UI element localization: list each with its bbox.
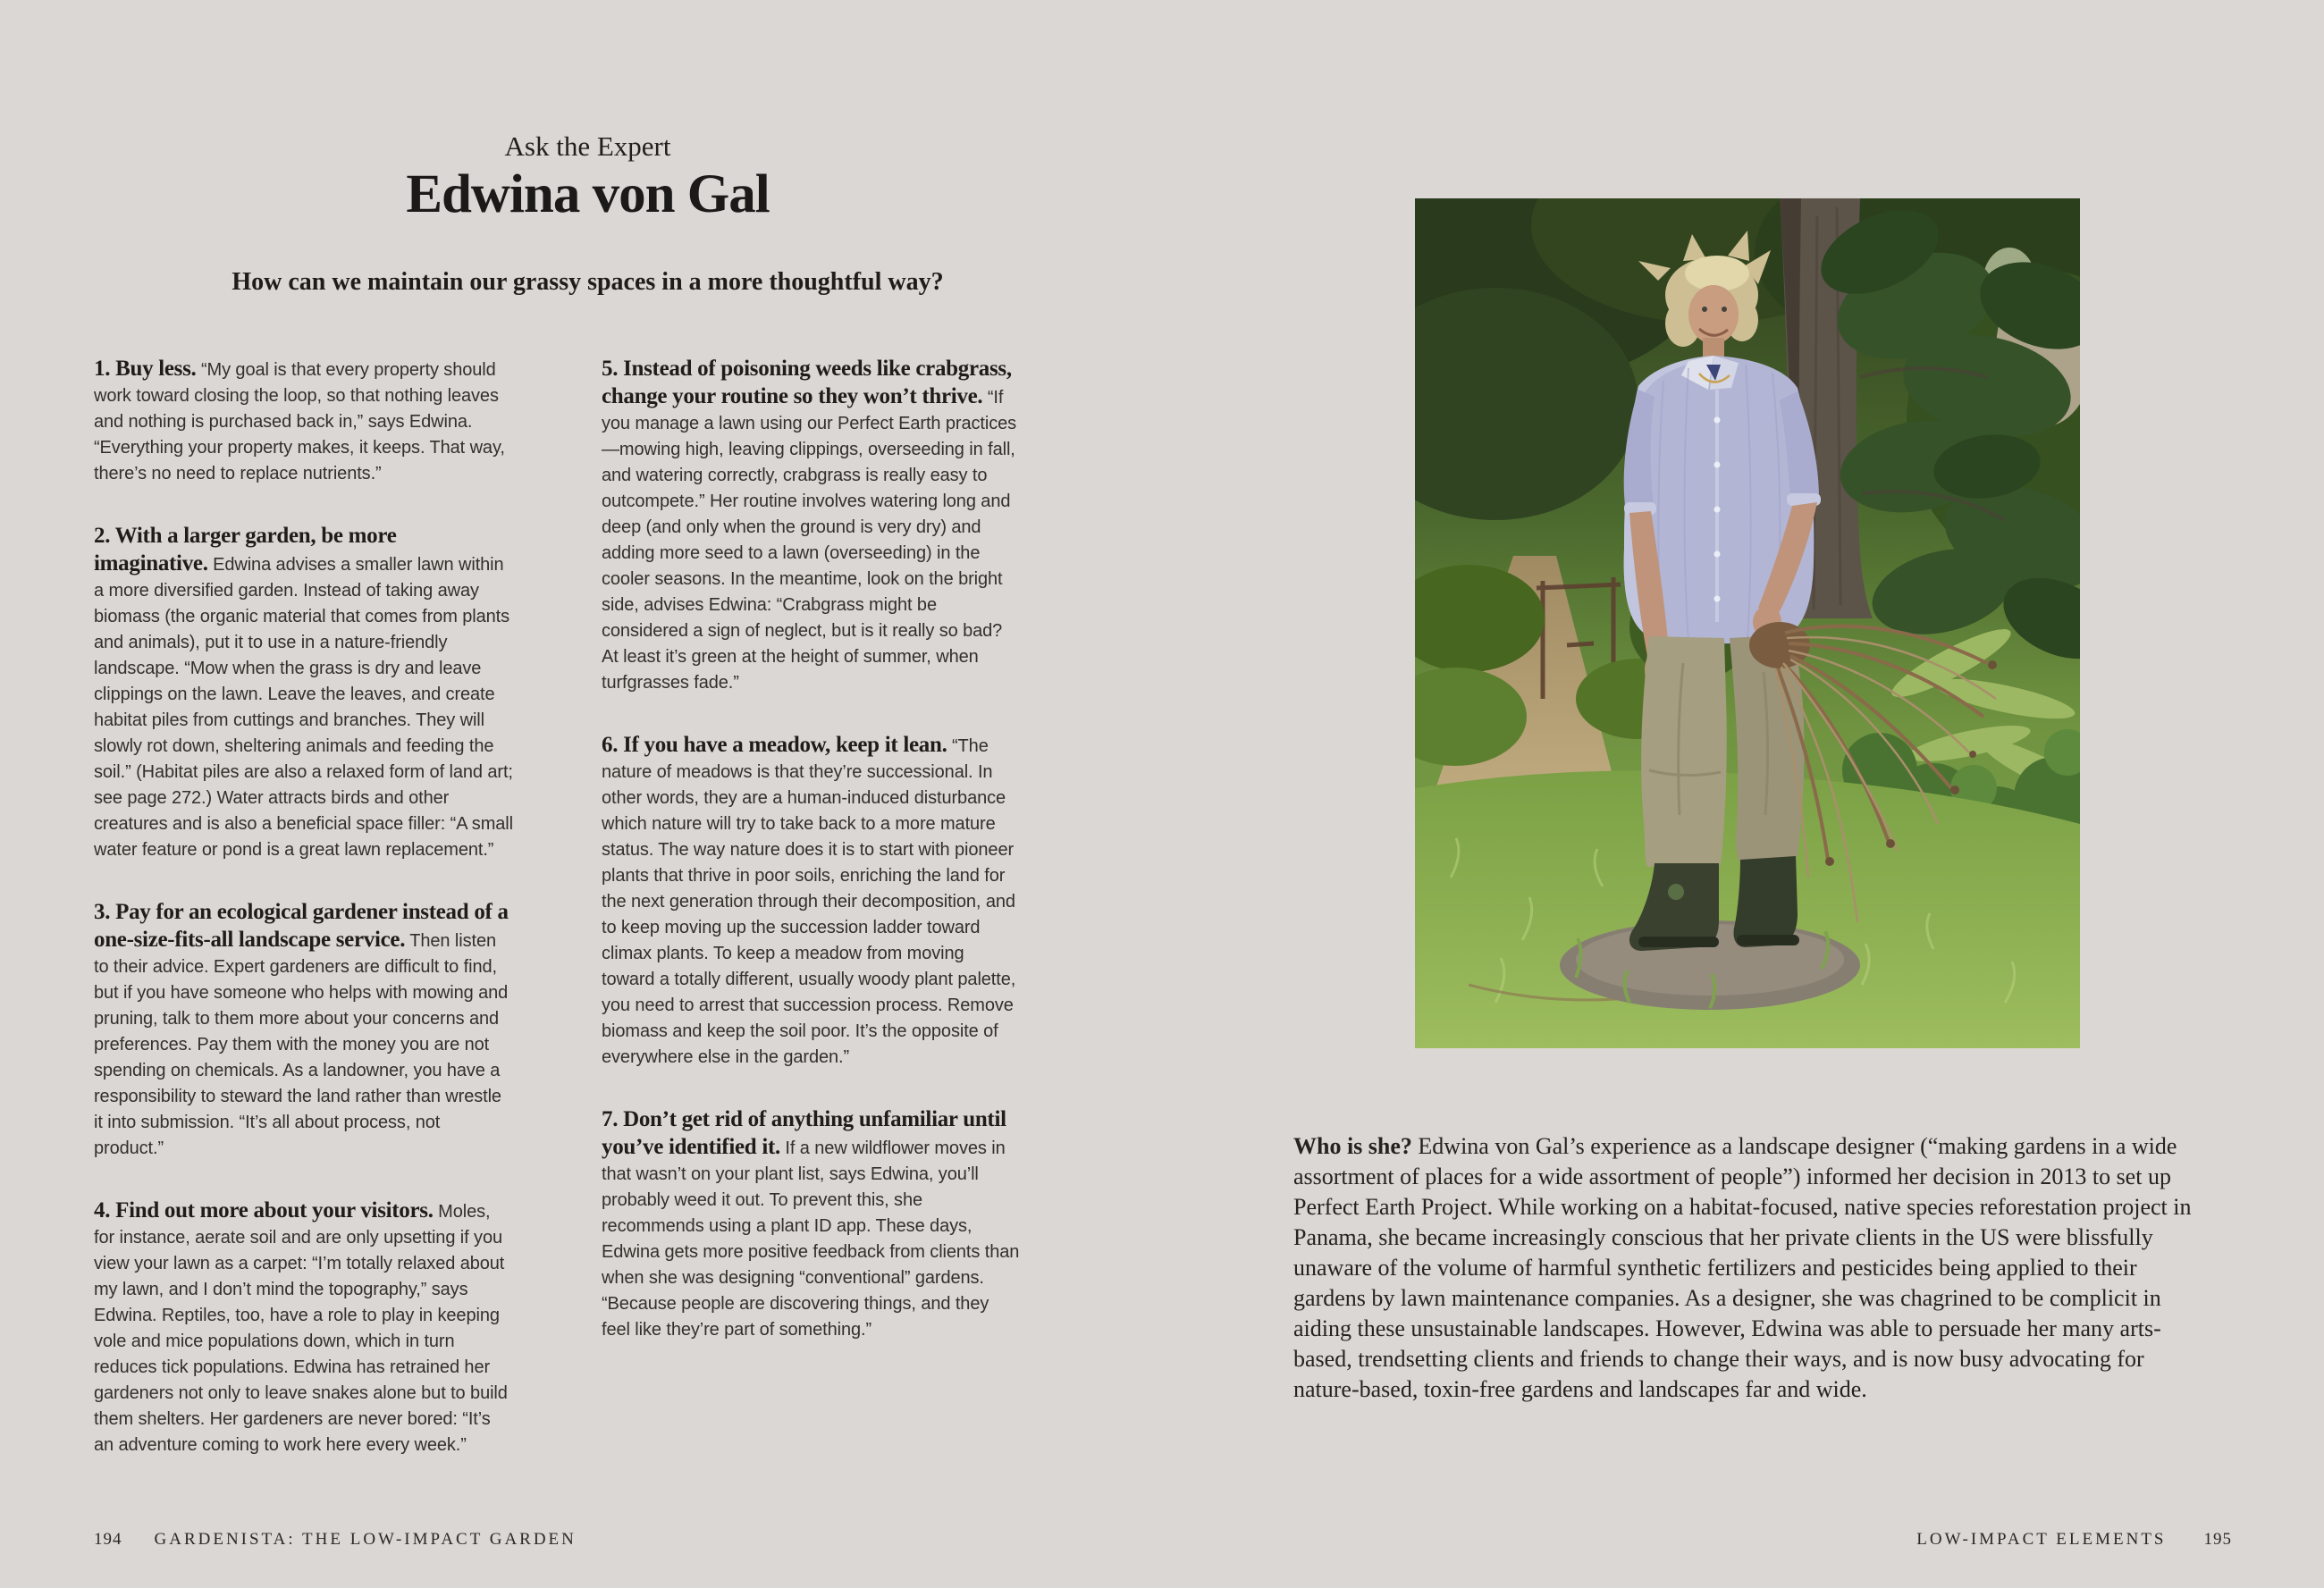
question-heading: How can we maintain our grassy spaces in a more thoughtful way? [232, 268, 944, 296]
who-is-she-body: Edwina von Gal’s experience as a landscape designer (“making gardens in a wide assortment of places for a wide assortment of people”) informed her decision in 2013 to set up Perfect Earth Project. While working on a habitat-focused, native species reforestation project in Panama, she became increasingly conscious that her private clients in the US were blissfully unaware of the volume of harmful synthetic fertilizers and pesticides being applied to their gardens by lawn maintenance companies. As a designer, she was chagrined to be complicit in aiding these unsustainable landscapes. However, Edwina was able to persuade her many arts-based, trendsetting clients and friends to change their ways, and is now busy advocating for nature-based, toxin-free gardens and landscapes far and wide. [1293, 1133, 2192, 1402]
qa-column-2 [602, 356, 1022, 1494]
book-title: GARDENISTA: THE LOW-IMPACT GARDEN [154, 1530, 577, 1549]
qa-body-7: If a new wildflower moves in that wasn’t on your plant list, says Edwina, you’ll probably weed it out. To prevent this, she recommends using a plant ID app. These days, Edwina gets more positive feedback from clients than when she was designing “conventional” gardens. “Because people are discovering things, and they feel like they’re part of something.” [602, 1138, 1020, 1340]
qa-item-3 [94, 899, 514, 1162]
left-page-footer [94, 1530, 577, 1550]
right-page-footer [1916, 1530, 2232, 1550]
garden-portrait-illustration [1415, 198, 2080, 1048]
page-title: Edwina von Gal [406, 164, 770, 224]
qa-body-1: “My goal is that every property should work toward closing the loop, so that nothing leaves and nothing is purchased back in,” says Edwina. “Everything your property makes, it keeps. That way, there’s no need to replace nutrients.” [94, 360, 505, 483]
qa-lead-4: 4. Find out more about your visitors. [94, 1198, 434, 1223]
qa-body-4: Moles, for instance, aerate soil and are only upsetting if you view your lawn as a carpet: “I’m totally relaxed about my lawn, and I don’t mind the topography,” says Edwina. Reptiles, too, have a role to play in keeping vole and mice populations down, which in turn reduces tick populations. Edwina has retrained her gardeners not only to leave snakes alone but to build them shelters. Her gardeners are never bored: “It’s an adventure coming to work here every week.” [94, 1202, 508, 1455]
qa-body-2: Edwina advises a smaller lawn within a more diversified garden. Instead of taking away biomass (the organic material that comes from plants and animals), put it to use in a nature-friendly landscape. “Mow when the grass is dry and leave clippings on the lawn. Leave the leaves, and create habitat piles from cuttings and branches. They will slowly rot down, sheltering animals and feeding the soil.” (Habitat piles are also a relaxed form of land art; see page 272.) Water attracts birds and other creatures and is also a beneficial space filler: “A small water feature or pond is a great lawn replacement.” [94, 555, 513, 860]
qa-body-5: “If you manage a lawn using our Perfect Earth practices—mowing high, leaving clippings, overseeding in fall, and watering correctly, crabgrass is really easy to outcompete.” Her routine involves watering long and deep (and only when the ground is very dry) and adding more seed to a lawn (overseeding) in the cooler seasons. In the meantime, look on the bright side, advises Edwina: “Crabgrass might be considered a sign of neglect, but is it really so bad? At least it’s green at the height of summer, when turfgrasses fade.” [602, 388, 1017, 693]
who-is-she-lead: Who is she? [1293, 1133, 1412, 1159]
qa-lead-3: 3. Pay for an ecological gardener instead of a one-size-fits-all landscape service. [94, 900, 509, 952]
portrait-photo [1415, 198, 2080, 1048]
qa-item-5 [602, 356, 1022, 696]
qa-lead-7: 7. Don’t get rid of anything unfamiliar until you’ve identified it. [602, 1107, 1006, 1159]
qa-lead-2: 2. With a larger garden, be more imaginative. [94, 524, 397, 576]
qa-item-7 [602, 1106, 1022, 1343]
qa-body-3: Then listen to their advice. Expert gardeners are difficult to find, but if you have someone who helps with mowing and pruning, talk to them more about your concerns and preferences. Pay them with the money you are not spending on chemicals. As a landowner, you have a responsibility to steward the land rather than wrestle it into submission. “It’s all about process, not product.” [94, 931, 509, 1158]
qa-column-1 [94, 356, 514, 1494]
who-is-she [1293, 1131, 2192, 1405]
right-page-number: 195 [2203, 1530, 2232, 1549]
qa-columns [94, 356, 1022, 1494]
qa-item-6 [602, 732, 1022, 1071]
qa-lead-5: 5. Instead of poisoning weeds like crabgrass, change your routine so they won’t thrive. [602, 357, 1012, 408]
qa-lead-1: 1. Buy less. [94, 357, 197, 381]
qa-item-2 [94, 523, 514, 863]
qa-body-6: “The nature of meadows is that they’re successional. In other words, they are a human-induced disturbance which nature will try to take back to a more mature status. The way nature does it is to start with pioneer plants that thrive in poor soils, enriching the land for the next generation through their decomposition, and to keep moving up the succession ladder toward climax plants. To keep a meadow from moving toward a totally different, usually woody plant palette, you need to arrest that succession process. Remove biomass and keep the soil poor. It’s the opposite of everywhere else in the garden.” [602, 736, 1016, 1067]
qa-item-4 [94, 1197, 514, 1458]
kicker: Ask the Expert [504, 130, 671, 162]
qa-item-1 [94, 356, 514, 487]
left-page-number: 194 [94, 1530, 122, 1549]
section-title: LOW-IMPACT ELEMENTS [1916, 1530, 2167, 1549]
qa-lead-6: 6. If you have a meadow, keep it lean. [602, 733, 947, 757]
